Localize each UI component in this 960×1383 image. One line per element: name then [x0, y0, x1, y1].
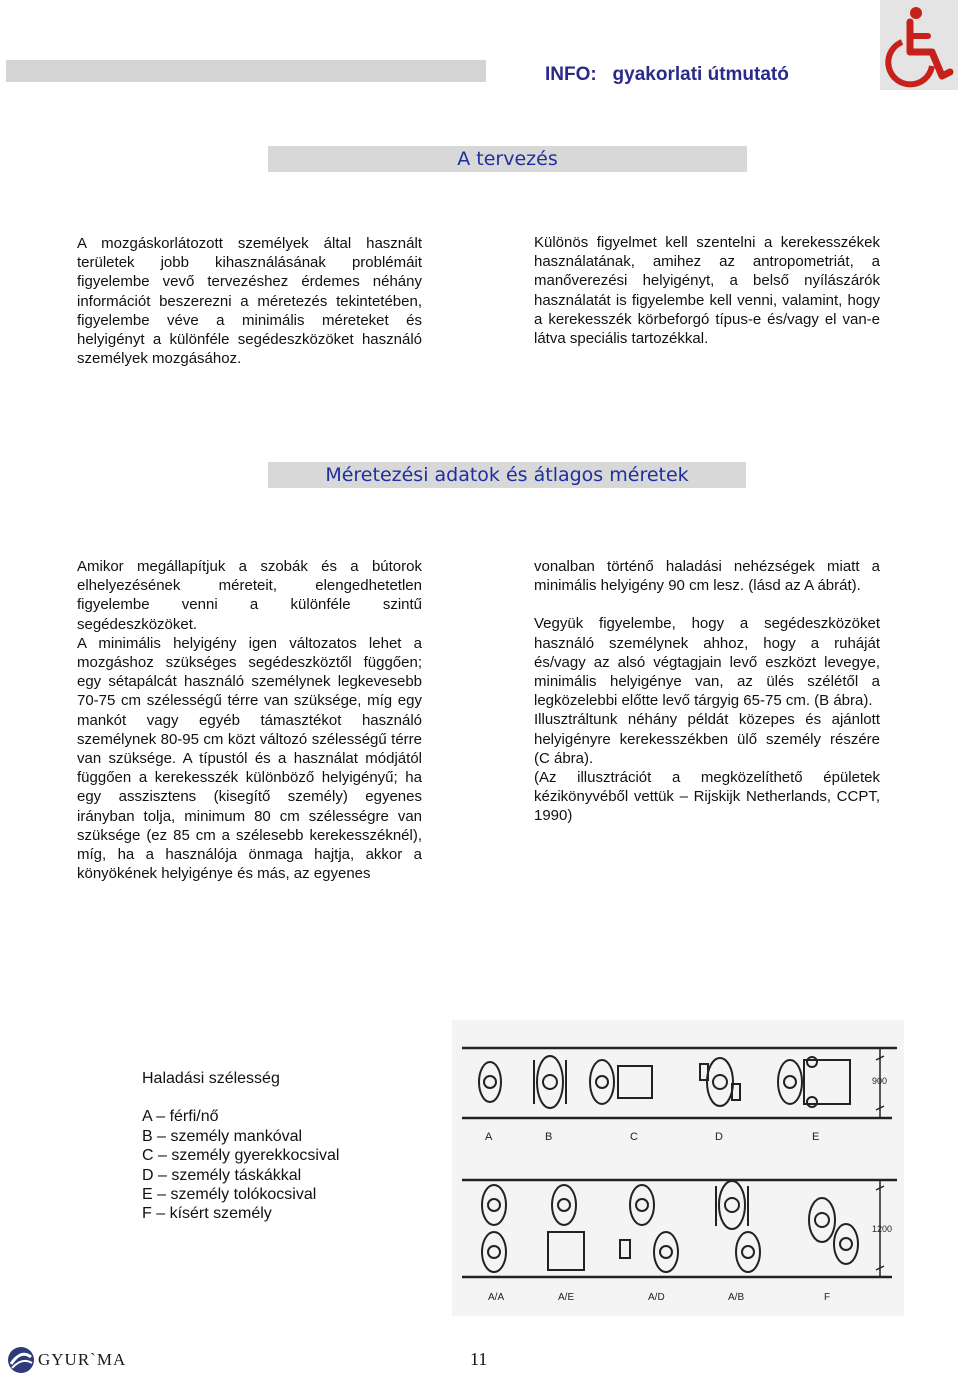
figure-label: D	[715, 1131, 723, 1143]
figure-label: C	[630, 1131, 638, 1143]
section-title-design: A tervezés	[268, 146, 747, 172]
legend-item: B – személy mankóval	[142, 1127, 303, 1145]
figure-label: B	[545, 1131, 553, 1143]
body-left-column	[77, 557, 422, 883]
body-left-paragraph-2: A minimális helyigény igen változatos lehet a mozgáshoz szükséges segédeszköztől függően; egy sétapálcát használó személynek legkevesebb 70-75 cm szélességű térre van szüksége, míg egy mankót vagy egyéb támasztékot használó személynek 80-95 cm közt változó szélességű térre van szüksége. A típustól és a használat módjától függően a kerekesszék különböző helyigényű; ha egy asszisztens (kisegítő személy) egyenes irányban tolja, minimum 80 cm szélességre van szüksége (ez 85 cm a szélesebb kerekesszéknél), míg, ha a használója önmaga hajtja, akkor a könyökének helyigénye és más, az egyenes	[77, 634, 422, 883]
figure-label: F	[824, 1292, 831, 1303]
body-right-paragraph-1: vonalban történő haladási nehézségek miatt a minimális helyigény 90 cm lesz. (lásd az A ábrát).	[534, 558, 880, 595]
body-left-paragraph-1: Amikor megállapítjuk a szobák és a bútorok elhelyezésének méreteit, elengedhetetlen figyelembe venni a különféle szintű segédeszközöket.	[77, 558, 422, 633]
intro-left-column	[77, 234, 422, 368]
legend-item: C – személy gyerekkocsival	[142, 1147, 340, 1165]
legend-title: Haladási szélesség	[142, 1070, 280, 1087]
body-right-paragraph-4: (Az illusztrációt a megközelíthető épületek kézikönyvéből vettük – Rijskijk Netherlands, CCPT, 1990)	[534, 769, 880, 825]
page-number: 11	[470, 1349, 488, 1369]
intro-right-paragraph: Különös figyelmet kell szentelni a kerekesszékek használatának, amihez az antropometriát, a manőverezési helyigényt, a belső nyílászárók használatát is figyelembe kell venni, valamint, hogy a kerekesszék körbeforgó típus-e és/vagy el van-e látva speciális tartozékkal.	[534, 234, 880, 348]
legend-item: A – férfi/nő	[142, 1108, 219, 1126]
section-title-sizing: Méretezési adatok és átlagos méretek	[268, 462, 746, 488]
company-name: GYUR`MA	[38, 1350, 127, 1369]
company-logo-icon	[6, 1345, 36, 1375]
walking-width-diagram	[452, 1020, 904, 1316]
legend-item: F – kísért személy	[142, 1205, 272, 1223]
figure-label: A	[485, 1131, 493, 1143]
figure-legend	[142, 1069, 339, 1224]
figure-label: A/A	[488, 1292, 505, 1303]
body-right-paragraph-3: Illusztráltunk néhány példát közepes és ajánlott helyigényre kerekesszékben ülő személy részére (C ábra).	[534, 711, 880, 767]
body-right-column	[534, 557, 880, 826]
walking-width-figure	[452, 1020, 904, 1316]
figure-label: E	[812, 1131, 820, 1143]
intro-left-paragraph: A mozgáskorlátozott személyek által használt területek jobb kihasználásának problémáit figyelembe vevő tervezéshez érdemes néhány információt beszerezni a méretezés tekintetében, figyelembe véve a minimális méreteket és helyigényt a különféle segédeszközöket használó személyek mozgásához.	[77, 235, 422, 368]
company-logo	[6, 1345, 36, 1380]
document-title: INFO: gyakorlati útmutató	[545, 64, 789, 85]
header-bar	[6, 60, 486, 82]
figure-label: A/E	[558, 1292, 575, 1303]
body-right-paragraph-2: Vegyük figyelembe, hogy a segédeszközöket használó személynek ahhoz, hogy a ruháját és/vagy az alsó végtagjain levő eszközt levegye, minimális helyigénye van, az ülés szélétől a legközelebbi előtte levő tárgyig 65-75 cm. (B ábra).	[534, 615, 880, 710]
wheelchair-logo	[880, 0, 958, 90]
figure-label: A/B	[728, 1292, 745, 1303]
intro-right-column	[534, 233, 880, 348]
legend-item: D – személy táskákkal	[142, 1166, 302, 1184]
dimension-top: 900	[872, 1076, 888, 1086]
wheelchair-icon	[880, 0, 958, 90]
figure-label: A/D	[648, 1292, 665, 1303]
legend-item: E – személy tolókocsival	[142, 1186, 317, 1204]
dimension-bottom: 1200	[872, 1224, 893, 1234]
